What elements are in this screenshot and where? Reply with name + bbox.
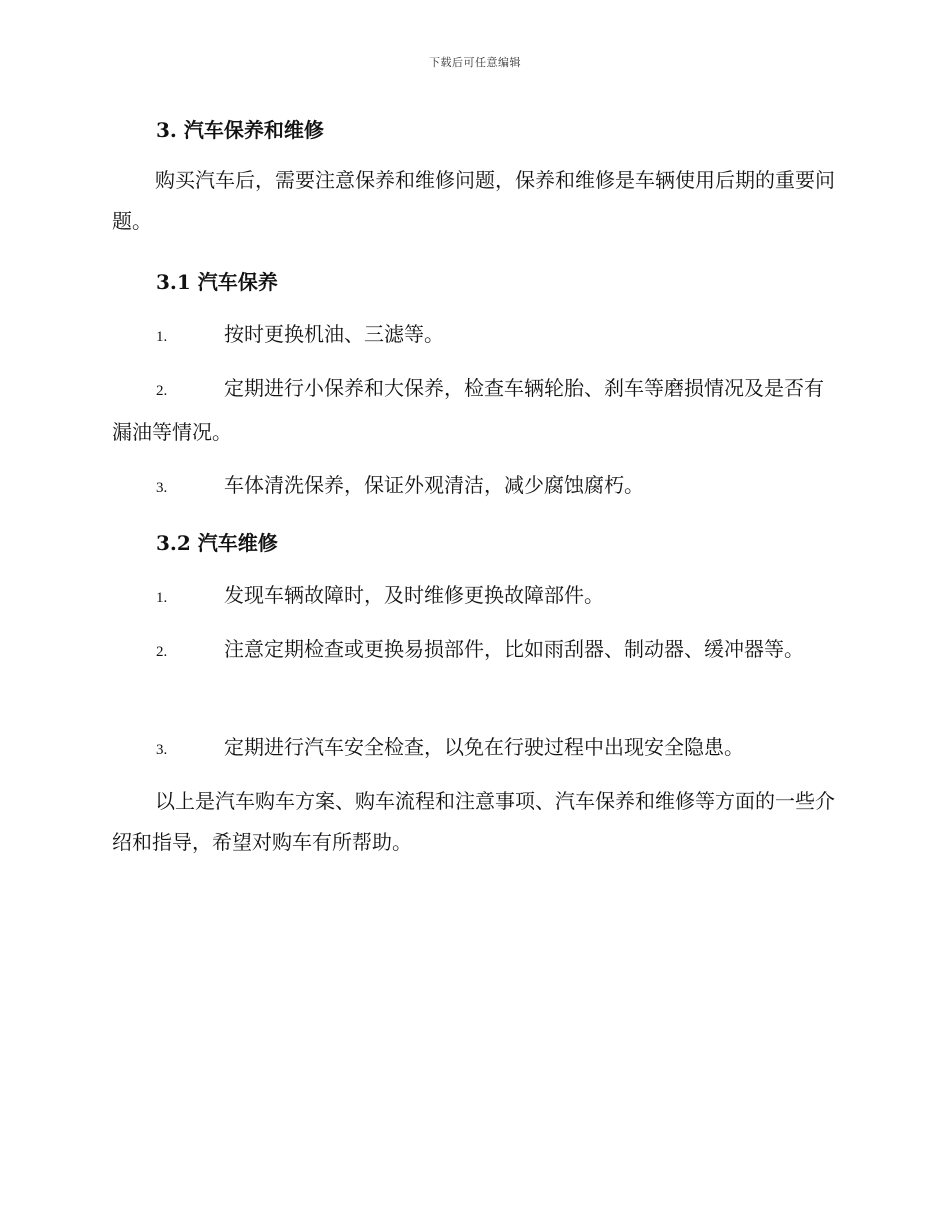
list-number: 3. (156, 480, 168, 496)
section-3-heading: 3. 汽车保养和维修 (156, 118, 324, 142)
list-number: 3. (156, 742, 168, 758)
repair-item-2 (112, 629, 838, 673)
repair-item-3 (112, 727, 838, 771)
list-number: 1. (156, 329, 168, 345)
section-3-2-heading: 3.2 汽车维修 (156, 531, 278, 555)
page-header: 下载后可任意编辑 (429, 56, 521, 69)
list-text: 车体清洗保养，保证外观清洁，减少腐蚀腐朽。 (224, 473, 644, 497)
section-3-intro: 购买汽车后，需要注意保养和维修问题，保养和维修是车辆使用后期的重要问题。 (112, 168, 835, 233)
list-number: 2. (156, 644, 168, 660)
section-3-1-heading: 3.1 汽车保养 (156, 270, 278, 294)
maintenance-item-3 (112, 465, 838, 509)
maintenance-item-2 (112, 368, 838, 453)
list-text: 按时更换机油、三滤等。 (224, 322, 444, 346)
list-number: 2. (156, 383, 168, 399)
maintenance-item-1 (112, 314, 838, 358)
list-number: 1. (156, 590, 168, 606)
conclusion-paragraph: 以上是汽车购车方案、购车流程和注意事项、汽车保养和维修等方面的一些介绍和指导，希望对购车有所帮助。 (112, 789, 835, 854)
list-text: 发现车辆故障时，及时维修更换故障部件。 (224, 583, 604, 607)
list-text: 定期进行汽车安全检查，以免在行驶过程中出现安全隐患。 (224, 735, 744, 759)
list-text: 注意定期检查或更换易损部件，比如雨刮器、制动器、缓冲器等。 (224, 637, 804, 661)
list-text: 定期进行小保养和大保养，检查车辆轮胎、刹车等磨损情况及是否有漏油等情况。 (112, 376, 824, 444)
repair-item-1 (112, 575, 838, 619)
